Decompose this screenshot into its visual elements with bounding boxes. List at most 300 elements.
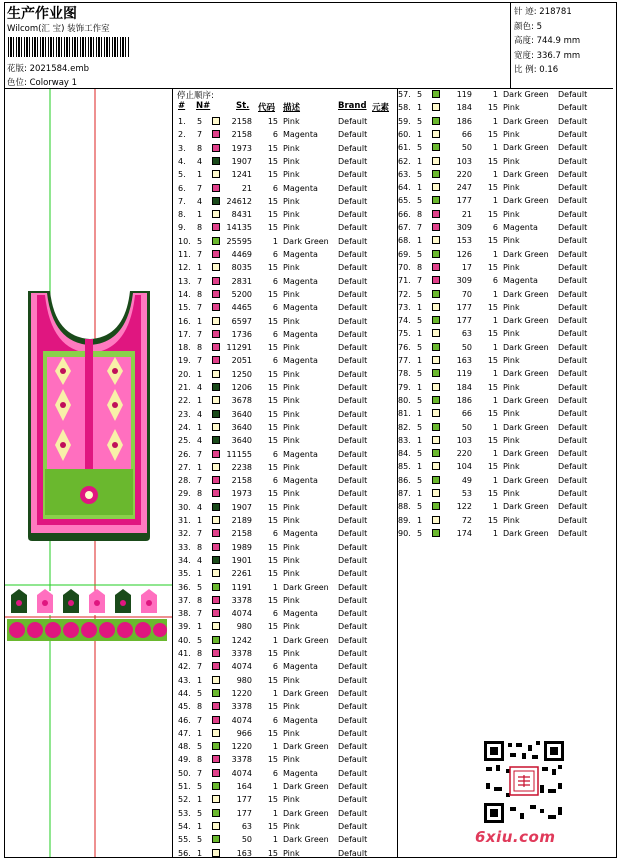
row-stitches: 309 (456, 276, 472, 286)
table-row (178, 288, 393, 301)
row-stitches: 3378 (231, 595, 252, 605)
row-code: 15 (267, 170, 278, 180)
row-index: 58. (398, 103, 411, 113)
row-index: 47. (178, 728, 191, 738)
row-description: Pink (283, 516, 300, 525)
row-description: Dark Green (503, 342, 549, 352)
row-brand: Default (338, 236, 368, 246)
row-needle: 7 (197, 303, 203, 313)
row-needle: 5 (197, 782, 203, 791)
row-needle: 5 (417, 528, 423, 538)
color-swatch (432, 329, 440, 337)
table-row (178, 567, 393, 580)
row-code: 1 (272, 635, 278, 645)
row-code: 1 (492, 169, 498, 179)
row-brand: Default (338, 755, 368, 765)
row-description: Magenta (283, 276, 318, 286)
row-index: 71. (398, 276, 411, 286)
row-description: Pink (283, 821, 300, 831)
row-needle: 5 (197, 117, 203, 126)
row-needle: 5 (417, 169, 423, 179)
color-swatch (212, 396, 220, 404)
color-swatch (432, 210, 440, 218)
row-description: Pink (283, 223, 300, 233)
row-needle: 8 (197, 542, 203, 552)
row-index: 88. (398, 502, 411, 512)
row-description: Dark Green (503, 502, 549, 512)
row-code: 1 (492, 316, 498, 326)
table-row (178, 408, 393, 421)
row-index: 28. (178, 476, 191, 486)
row-brand: Default (338, 170, 368, 180)
table-row (398, 221, 613, 234)
color-swatch (432, 369, 440, 377)
color-swatch (432, 396, 440, 404)
row-needle: 5 (417, 196, 423, 206)
row-brand: Default (338, 742, 368, 752)
row-stitches: 104 (456, 462, 472, 472)
table-row (398, 434, 613, 447)
row-code: 15 (487, 156, 498, 166)
row-brand: Default (338, 156, 368, 166)
table-row (398, 421, 613, 434)
row-needle: 8 (197, 595, 203, 605)
color-swatch (212, 489, 220, 497)
row-code: 15 (267, 369, 278, 379)
row-description: Pink (503, 515, 520, 525)
table-row (178, 820, 393, 833)
table-row (178, 674, 393, 687)
row-brand: Default (338, 489, 368, 499)
row-stitches: 177 (236, 808, 252, 818)
color-swatch (432, 103, 440, 111)
row-code: 15 (267, 263, 278, 273)
row-description: Pink (283, 502, 300, 512)
color-swatch (212, 197, 220, 205)
row-code: 1 (492, 249, 498, 259)
table-row (398, 527, 613, 540)
embroidery-preview (5, 89, 173, 857)
table-row (398, 354, 613, 367)
row-description: Pink (503, 129, 520, 139)
row-code: 15 (267, 649, 278, 658)
color-swatch (432, 196, 440, 204)
row-index: 36. (178, 582, 191, 592)
row-stitches: 174 (456, 528, 472, 538)
table-row (178, 248, 393, 261)
row-index: 12. (178, 263, 191, 273)
row-code: 15 (267, 795, 278, 805)
row-index: 87. (398, 489, 411, 498)
color-swatch (212, 237, 220, 245)
row-brand: Default (558, 302, 588, 312)
table-row (178, 315, 393, 328)
table-row (178, 833, 393, 846)
row-code: 15 (487, 489, 498, 498)
row-index: 83. (398, 435, 411, 445)
row-brand: Default (558, 422, 588, 432)
row-description: Pink (283, 289, 300, 299)
row-code: 6 (272, 715, 278, 725)
row-code: 1 (272, 808, 278, 818)
row-description: Pink (503, 262, 520, 272)
row-brand: Default (558, 356, 588, 365)
row-stitches: 164 (236, 782, 252, 791)
row-code: 15 (267, 555, 278, 565)
row-index: 7. (178, 196, 186, 206)
design-stats (510, 2, 617, 88)
row-stitches: 1220 (231, 742, 252, 752)
row-needle: 1 (417, 129, 423, 139)
row-needle: 1 (417, 515, 423, 525)
row-index: 51. (178, 782, 191, 791)
row-stitches: 2051 (231, 356, 252, 366)
row-needle: 7 (197, 529, 203, 539)
row-brand: Default (558, 395, 588, 405)
file-name: 2021584.emb (29, 64, 90, 74)
table-row (398, 407, 613, 420)
row-needle: 8 (197, 143, 203, 153)
row-needle: 5 (417, 249, 423, 259)
row-stitches: 186 (456, 395, 472, 405)
row-index: 11. (178, 250, 191, 259)
row-needle: 5 (197, 808, 203, 818)
row-description: Pink (503, 356, 520, 365)
row-needle: 1 (197, 263, 203, 273)
row-description: Magenta (283, 476, 318, 486)
row-code: 6 (272, 609, 278, 619)
row-needle: 7 (197, 183, 203, 193)
row-needle: 5 (417, 342, 423, 352)
row-code: 15 (487, 329, 498, 339)
row-description: Pink (503, 382, 520, 392)
row-needle: 5 (417, 449, 423, 459)
row-brand: Default (338, 196, 368, 206)
color-swatch (432, 409, 440, 417)
color-swatch (212, 662, 220, 670)
color-swatch (212, 144, 220, 152)
row-brand: Default (558, 475, 588, 485)
color-swatch (212, 370, 220, 378)
row-needle: 7 (197, 662, 203, 672)
row-index: 20. (178, 369, 191, 379)
row-index: 59. (398, 116, 411, 126)
row-brand: Default (338, 210, 368, 220)
color-swatch (212, 689, 220, 697)
row-index: 65. (398, 196, 411, 206)
row-code: 15 (267, 210, 278, 220)
row-needle: 7 (197, 768, 203, 778)
row-brand: Default (558, 369, 588, 379)
row-brand: Default (558, 316, 588, 326)
table-row (398, 487, 613, 500)
table-row (398, 341, 613, 354)
color-swatch (432, 117, 440, 125)
row-code: 6 (492, 223, 498, 232)
row-brand: Default (558, 262, 588, 272)
row-stitches: 21 (461, 209, 472, 219)
row-index: 40. (178, 635, 191, 645)
row-needle: 5 (197, 688, 203, 698)
row-description: Pink (283, 156, 300, 166)
row-code: 6 (272, 329, 278, 339)
row-stitches: 220 (456, 449, 472, 459)
border-strip-motif (7, 589, 167, 641)
color-swatch (212, 303, 220, 311)
row-brand: Default (338, 662, 368, 672)
table-row (398, 381, 613, 394)
row-stitches: 1907 (231, 156, 252, 166)
row-stitches: 49 (461, 475, 472, 485)
row-brand: Default (338, 555, 368, 565)
color-swatch (432, 316, 440, 324)
color-swatch (212, 317, 220, 325)
row-needle: 4 (197, 409, 203, 419)
row-stitches: 1191 (231, 582, 252, 592)
row-stitches: 17 (461, 262, 472, 272)
header-brand: Brand (338, 101, 367, 111)
row-description: Magenta (283, 609, 318, 619)
row-needle: 1 (197, 848, 203, 858)
row-brand: Default (558, 409, 588, 419)
table-row (178, 647, 393, 660)
row-stitches: 24612 (226, 196, 252, 206)
row-stitches: 2189 (231, 516, 252, 525)
row-index: 63. (398, 169, 411, 179)
row-needle: 8 (197, 649, 203, 658)
row-brand: Default (338, 835, 368, 845)
row-description: Dark Green (503, 169, 549, 179)
barcode-graphic (8, 37, 130, 57)
table-row (178, 448, 393, 461)
row-index: 69. (398, 249, 411, 259)
row-stitches: 163 (456, 356, 472, 365)
row-stitches: 66 (461, 129, 472, 139)
table-row (178, 195, 393, 208)
row-code: 15 (267, 675, 278, 685)
row-index: 23. (178, 409, 191, 419)
row-stitches: 21 (241, 183, 252, 193)
table-row (178, 581, 393, 594)
row-needle: 5 (417, 475, 423, 485)
row-description: Pink (503, 435, 520, 445)
row-stitches: 3378 (231, 702, 252, 712)
row-needle: 5 (197, 635, 203, 645)
row-code: 15 (487, 409, 498, 419)
row-index: 9. (178, 223, 186, 233)
row-code: 15 (267, 117, 278, 126)
row-stitches: 184 (456, 103, 472, 113)
row-brand: Default (338, 728, 368, 738)
table-row (178, 461, 393, 474)
row-code: 15 (267, 848, 278, 858)
table-row (398, 208, 613, 221)
row-index: 61. (398, 143, 411, 153)
colorway-name: Colorway 1 (29, 78, 78, 88)
row-code: 15 (267, 396, 278, 406)
row-needle: 8 (197, 343, 203, 353)
row-stitches: 25595 (226, 236, 252, 246)
table-row (398, 88, 613, 101)
header-description: 描述 (283, 103, 301, 113)
row-description: Dark Green (283, 742, 329, 752)
row-needle: 4 (197, 436, 203, 446)
row-code: 15 (267, 755, 278, 765)
row-brand: Default (338, 542, 368, 552)
color-swatch (212, 290, 220, 298)
row-needle: 7 (197, 715, 203, 725)
table-row (398, 181, 613, 194)
row-stitches: 2831 (231, 276, 252, 286)
row-index: 46. (178, 715, 191, 725)
color-swatch (212, 117, 220, 125)
row-index: 24. (178, 422, 191, 432)
table-row (178, 421, 393, 434)
row-description: Magenta (283, 250, 318, 259)
row-index: 55. (178, 835, 191, 845)
row-code: 1 (492, 143, 498, 153)
watermark-logo: 6xiu.com (475, 828, 556, 846)
row-stitches: 6597 (231, 316, 252, 326)
table-row (178, 847, 393, 860)
header-code: 代码 (258, 103, 276, 113)
row-description: Magenta (283, 662, 318, 672)
row-index: 4. (178, 156, 186, 166)
row-code: 15 (267, 702, 278, 712)
row-needle: 5 (197, 582, 203, 592)
row-index: 34. (178, 555, 191, 565)
row-brand: Default (338, 848, 368, 858)
row-code: 1 (272, 835, 278, 845)
row-code: 15 (487, 103, 498, 113)
row-needle: 1 (197, 369, 203, 379)
row-code: 15 (267, 436, 278, 446)
row-needle: 1 (417, 435, 423, 445)
table-row (178, 487, 393, 500)
row-stitches: 966 (236, 728, 252, 738)
row-index: 64. (398, 183, 411, 193)
row-index: 35. (178, 569, 191, 579)
row-needle: 5 (197, 835, 203, 845)
row-description: Magenta (283, 356, 318, 366)
row-needle: 7 (197, 329, 203, 339)
row-needle: 1 (417, 236, 423, 246)
row-stitches: 63 (461, 329, 472, 339)
row-code: 6 (272, 130, 278, 140)
row-description: Dark Green (503, 449, 549, 459)
color-swatch (212, 356, 220, 364)
row-index: 79. (398, 382, 411, 392)
color-swatch (212, 622, 220, 630)
table-row (178, 434, 393, 447)
header-element: 元素 (372, 103, 390, 113)
row-description: Magenta (503, 276, 538, 286)
row-description: Pink (283, 196, 300, 206)
row-description: Pink (283, 675, 300, 685)
row-brand: Default (338, 715, 368, 725)
row-brand: Default (338, 303, 368, 313)
row-brand: Default (558, 489, 588, 498)
row-code: 15 (487, 183, 498, 193)
row-description: Pink (283, 396, 300, 406)
row-code: 6 (492, 276, 498, 286)
color-swatch (432, 516, 440, 524)
qr-code-graphic (482, 739, 566, 825)
row-index: 66. (398, 209, 411, 219)
row-index: 19. (178, 356, 191, 366)
row-brand: Default (338, 369, 368, 379)
row-description: Pink (283, 422, 300, 432)
table-row (178, 514, 393, 527)
row-needle: 7 (197, 250, 203, 259)
row-brand: Default (338, 702, 368, 712)
row-needle: 8 (417, 209, 423, 219)
row-description: Pink (503, 103, 520, 113)
row-brand: Default (558, 169, 588, 179)
color-swatch (212, 676, 220, 684)
row-description: Magenta (283, 449, 318, 459)
row-needle: 5 (417, 289, 423, 299)
row-index: 78. (398, 369, 411, 379)
row-brand: Default (558, 236, 588, 246)
row-stitches: 1989 (231, 542, 252, 552)
row-brand: Default (338, 143, 368, 153)
row-needle: 7 (197, 276, 203, 286)
row-code: 6 (272, 449, 278, 459)
table-row (178, 394, 393, 407)
row-code: 15 (267, 289, 278, 299)
color-swatch (212, 809, 220, 817)
row-stitches: 2158 (231, 117, 252, 126)
color-swatch (212, 343, 220, 351)
row-needle: 5 (417, 502, 423, 512)
stat-scale: 比 例: 0.16 (514, 65, 559, 75)
table-row (178, 235, 393, 248)
row-description: Dark Green (503, 116, 549, 126)
row-brand: Default (338, 502, 368, 512)
stat-colors: 颜色: 5 (514, 21, 542, 32)
color-swatch (432, 130, 440, 138)
color-swatch (212, 410, 220, 418)
row-code: 15 (267, 542, 278, 552)
table-row (398, 314, 613, 327)
color-swatch (212, 583, 220, 591)
row-index: 16. (178, 316, 191, 326)
row-index: 53. (178, 808, 191, 818)
row-brand: Default (558, 183, 588, 193)
row-description: Pink (503, 329, 520, 339)
header-needle: N# (196, 101, 211, 111)
color-swatch (432, 462, 440, 470)
color-swatch (212, 849, 220, 857)
row-code: 15 (487, 209, 498, 219)
row-code: 15 (487, 262, 498, 272)
row-needle: 5 (197, 236, 203, 246)
color-swatch (432, 290, 440, 298)
row-description: Dark Green (503, 369, 549, 379)
row-needle: 5 (417, 369, 423, 379)
row-index: 43. (178, 675, 191, 685)
color-swatch (212, 609, 220, 617)
row-stitches: 163 (236, 848, 252, 858)
row-code: 1 (492, 90, 498, 99)
row-stitches: 1206 (231, 383, 252, 392)
row-description: Dark Green (283, 782, 329, 791)
color-swatch (212, 157, 220, 165)
row-index: 82. (398, 422, 411, 432)
table-row (178, 634, 393, 647)
table-row (398, 500, 613, 513)
